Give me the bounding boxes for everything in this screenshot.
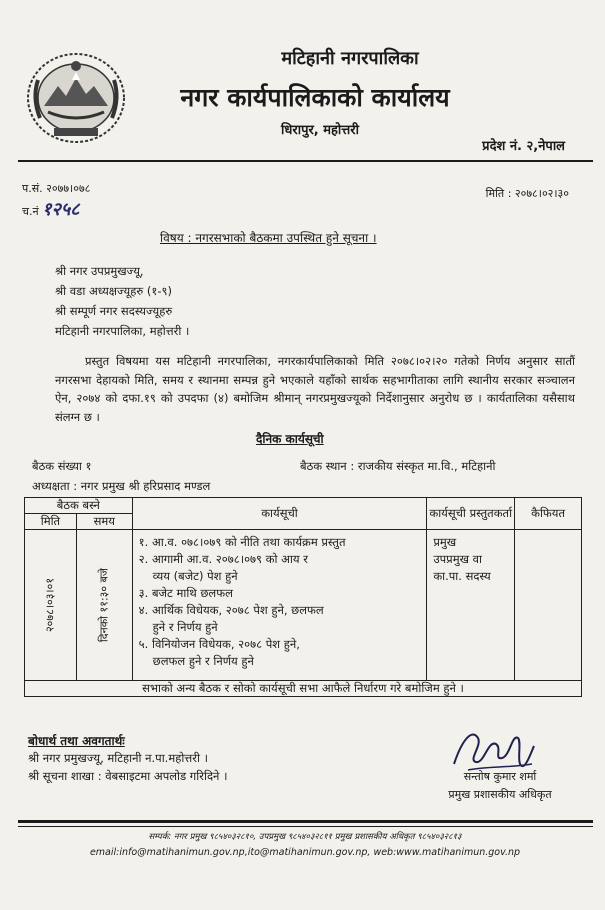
recipient-line: श्री वडा अध्यक्षज्यूहरु (१-९)	[55, 284, 172, 298]
presenter-line: प्रमुख	[433, 535, 457, 549]
subject-line: विषय : नगरसभाको बैठकमा उपस्थित हुने सूचना ।	[160, 231, 377, 245]
signatory-title: प्रमुख प्रशासकीय अधिकृत	[448, 788, 552, 801]
agenda-item: छलफल हुने र निर्णय हुने	[152, 654, 254, 668]
time-cell	[76, 530, 132, 681]
footer-divider-thin	[18, 826, 593, 827]
agenda-items-cell	[132, 530, 427, 681]
info-line: श्री नगर प्रमुखज्यू, मटिहानी न.पा.महोत्तरी ।	[28, 751, 208, 765]
body-paragraph: प्रस्तुत विषयमा यस मटिहानी नगरपालिका, नगरकार्यपालिकाको मिति २०७८।०२।२० गतेको निर्णय अनुसार सातौं नगरसभा देहायको मिति, समय र स्थानमा सम्पन्न हुने भएकाले यहाँको सार्थक सहभागीताका लागि स्थानीय सरकार सञ्चालन ऐन, २०७४ को दफा.१९ को उपदफा (४) बमोजिम श्रीमान् नगरप्रमुखज्यूको निर्देशानुसार अनुरोध छ । कार्यतालिका यसैसाथ संलग्न छ ।	[55, 354, 575, 424]
table-header-row	[25, 498, 582, 514]
letter-date: मिति : २०७८।०२।३०	[485, 187, 569, 200]
meeting-place: बैठक स्थान : राजकीय संस्कृत मा.वि., मटिहानी	[300, 459, 496, 473]
date-value: २०७८।०३।०१	[43, 577, 57, 633]
sitting-header: बैठक बस्ने	[25, 498, 133, 514]
agenda-item: हुने र निर्णय हुने	[152, 620, 218, 634]
org-name-line: मटिहानी नगरपालिका	[281, 48, 419, 69]
presenter-header: कार्यसूची प्रस्तुतकर्ता	[427, 498, 515, 530]
agenda-header: कार्यसूची	[132, 498, 427, 530]
meeting-chair: अध्यक्षता : नगर प्रमुख श्री हरिप्रसाद मण्डल	[32, 479, 211, 493]
recipient-line: मटिहानी नगरपालिका, महोत्तरी ।	[55, 324, 190, 338]
letterhead-divider	[18, 160, 593, 162]
office-location: धिरापुर, महोत्तरी	[281, 123, 359, 138]
presenter-cell	[427, 530, 515, 681]
agenda-item: ५. विनियोजन विधेयक, २०७८ पेश हुने,	[138, 637, 300, 651]
remarks-header: कैफियत	[515, 498, 582, 530]
footer-contact: सम्पर्क: नगर प्रमुख ९८५४०३२८१०, उपप्रमुख ९८५४०३२८११ प्रमुख प्रशासकीय अधिकृत ९८५४०३२८१३	[148, 832, 462, 842]
footer-web: email:info@matihanimun.gov.np,ito@matihanimun.gov.np, web:www.matihanimun.gov.np	[89, 847, 521, 858]
table-note: सभाको अन्य बैठक र सोको कार्यसूची सभा आफैले निर्धारण गरे बमोजिम हुने ।	[25, 681, 582, 697]
date-header: मिति	[25, 514, 77, 530]
signatory-name: सन्तोष कुमार शर्मा	[463, 770, 537, 783]
recipient-line: श्री नगर उपप्रमुखज्यू,	[55, 264, 144, 278]
recipient-line: श्री सम्पूर्ण नगर सदस्यज्यूहरु	[55, 304, 173, 318]
meeting-number: बैठक संख्या १	[32, 459, 92, 473]
footer-divider-thick	[18, 820, 593, 823]
time-header: समय	[76, 514, 132, 530]
province-label: प्रदेश नं. २,नेपाल	[482, 139, 565, 154]
nepal-emblem-logo	[24, 50, 128, 146]
office-title: नगर कार्यपालिकाको कार्यालय	[180, 83, 450, 112]
agenda-title: दैनिक कार्यसूची	[256, 432, 324, 446]
agenda-item: ४. आर्थिक विधेयक, २०७८ पेश हुने, छलफल	[138, 603, 324, 617]
remarks-cell	[515, 530, 582, 681]
dispatch-number-line	[22, 197, 80, 221]
time-value: दिनको ११:३० बजे	[97, 567, 111, 643]
presenter-line: उपप्रमुख वा	[433, 552, 483, 566]
reference-number: प.सं. २०७७।०७८	[22, 182, 91, 195]
agenda-item: २. आगामी आ.व. २०७८।०७९ को आय र	[138, 552, 308, 566]
agenda-item: १. आ.व. ०७८।०७९ को नीति तथा कार्यक्रम प्रस्तुत	[138, 535, 346, 549]
table-row	[25, 530, 582, 681]
info-line: श्री सूचना शाखा : वेबसाइटमा अपलोड गरिदिने ।	[28, 769, 228, 783]
agenda-item: ३. बजेट माथि छलफल	[138, 586, 233, 600]
info-heading: बोधार्थ तथा अवगतार्थः	[28, 734, 125, 748]
agenda-table	[24, 497, 582, 697]
table-note-row	[25, 681, 582, 697]
agenda-item: व्यय (बजेट) पेश हुने	[152, 569, 238, 583]
presenter-line: का.पा. सदस्य	[433, 569, 491, 583]
dispatch-number-handwritten: १२५८	[42, 199, 80, 220]
dispatch-label: च.नं	[22, 205, 39, 218]
date-cell	[25, 530, 77, 681]
